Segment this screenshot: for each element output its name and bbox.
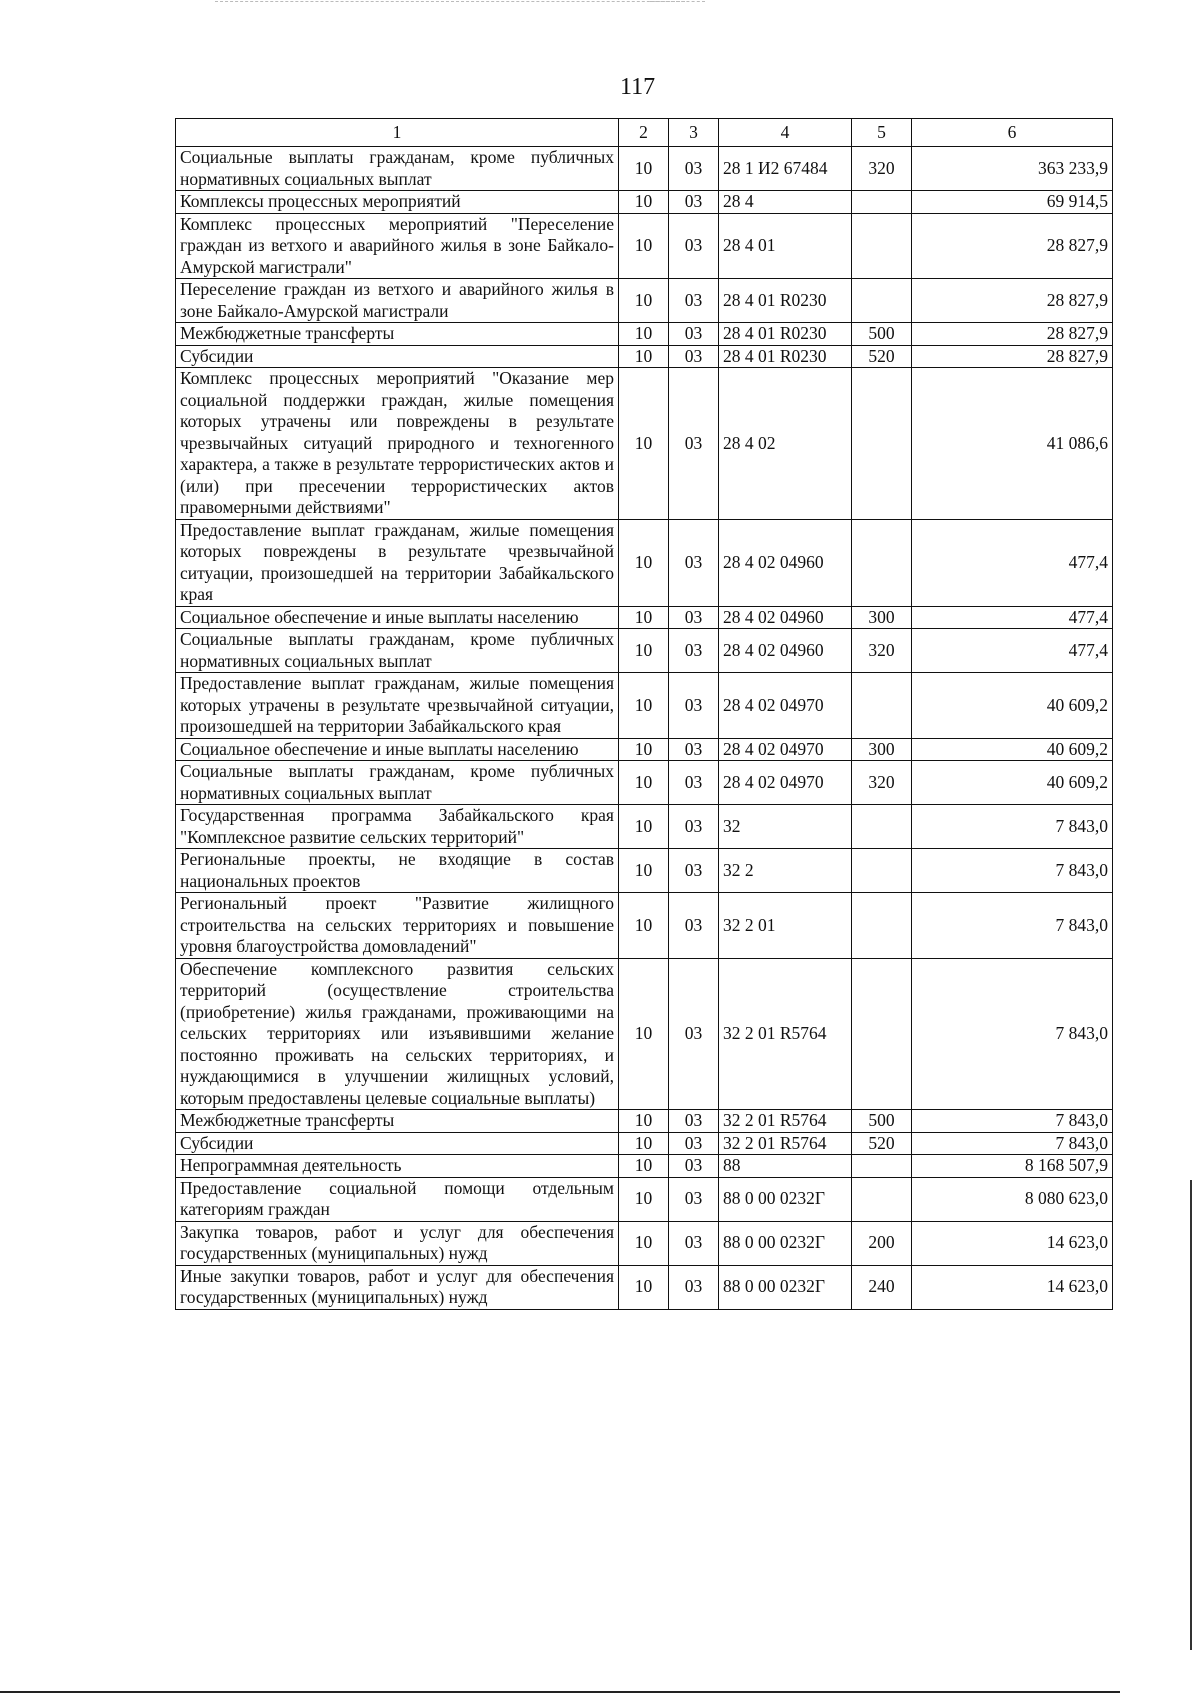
row-section-cell: 10 [619, 958, 669, 1110]
row-section-cell: 10 [619, 191, 669, 214]
row-amount-cell: 28 827,9 [912, 323, 1113, 346]
header-cell-1: 1 [176, 119, 619, 147]
row-section-cell: 10 [619, 1265, 669, 1309]
row-target-article-cell: 28 1 И2 67484 [719, 147, 852, 191]
row-target-article-cell: 32 2 01 R5764 [719, 1110, 852, 1133]
table-row [176, 323, 1113, 346]
row-section-cell: 10 [619, 1132, 669, 1155]
table-row [176, 345, 1113, 368]
row-amount-cell: 41 086,6 [912, 368, 1113, 520]
row-name-cell: Государственная программа Забайкальского края "Комплексное развитие сельских территорий" [176, 805, 619, 849]
table-row [176, 1265, 1113, 1309]
row-subsection-cell: 03 [669, 368, 719, 520]
row-amount-cell: 7 843,0 [912, 1110, 1113, 1133]
table-row [176, 738, 1113, 761]
row-subsection-cell: 03 [669, 629, 719, 673]
row-expense-type-cell [852, 1177, 912, 1221]
row-name-cell: Закупка товаров, работ и услуг для обеспечения государственных (муниципальных) нужд [176, 1221, 619, 1265]
row-subsection-cell: 03 [669, 323, 719, 346]
row-name-cell: Региональный проект "Развитие жилищного строительства на сельских территориях и повышение уровня благоустройства домовладений" [176, 893, 619, 959]
table-row [176, 849, 1113, 893]
row-expense-type-cell: 520 [852, 1132, 912, 1155]
row-section-cell: 10 [619, 519, 669, 606]
row-subsection-cell: 03 [669, 958, 719, 1110]
row-section-cell: 10 [619, 606, 669, 629]
row-subsection-cell: 03 [669, 279, 719, 323]
table-row [176, 673, 1113, 739]
row-subsection-cell: 03 [669, 1177, 719, 1221]
row-target-article-cell: 88 0 00 0232Г [719, 1177, 852, 1221]
row-amount-cell: 14 623,0 [912, 1265, 1113, 1309]
header-cell-3: 3 [669, 119, 719, 147]
row-target-article-cell: 88 [719, 1155, 852, 1178]
header-cell-2: 2 [619, 119, 669, 147]
row-amount-cell: 7 843,0 [912, 805, 1113, 849]
row-amount-cell: 7 843,0 [912, 849, 1113, 893]
row-section-cell: 10 [619, 805, 669, 849]
row-amount-cell: 477,4 [912, 519, 1113, 606]
row-target-article-cell: 28 4 02 04970 [719, 738, 852, 761]
row-name-cell: Социальное обеспечение и иные выплаты населению [176, 606, 619, 629]
row-name-cell: Обеспечение комплексного развития сельских территорий (осуществление строительства (приобретение) жилья гражданами, проживающими на сельских территориях или изъявившими желание постоянно проживать на сельских территориях, и нуждающимися в улучшении жилищных условий, которым предоставлены целевые социальные выплаты) [176, 958, 619, 1110]
row-target-article-cell: 32 2 [719, 849, 852, 893]
row-section-cell: 10 [619, 1221, 669, 1265]
row-expense-type-cell [852, 849, 912, 893]
row-target-article-cell: 88 0 00 0232Г [719, 1221, 852, 1265]
row-section-cell: 10 [619, 345, 669, 368]
table-row [176, 147, 1113, 191]
table-row [176, 805, 1113, 849]
row-subsection-cell: 03 [669, 1132, 719, 1155]
row-expense-type-cell: 300 [852, 738, 912, 761]
budget-table-body [176, 119, 1113, 1310]
row-expense-type-cell [852, 213, 912, 279]
row-section-cell: 10 [619, 1177, 669, 1221]
scan-artifact-top-2 [650, 1, 705, 2]
row-section-cell: 10 [619, 849, 669, 893]
row-name-cell: Комплексы процессных мероприятий [176, 191, 619, 214]
table-row [176, 893, 1113, 959]
row-amount-cell: 40 609,2 [912, 761, 1113, 805]
row-expense-type-cell [852, 893, 912, 959]
row-expense-type-cell [852, 673, 912, 739]
header-row [176, 119, 1113, 147]
row-section-cell: 10 [619, 213, 669, 279]
table-row [176, 191, 1113, 214]
scan-artifact-top [215, 1, 685, 2]
row-subsection-cell: 03 [669, 738, 719, 761]
row-subsection-cell: 03 [669, 191, 719, 214]
row-amount-cell: 7 843,0 [912, 1132, 1113, 1155]
table-row [176, 1132, 1113, 1155]
row-subsection-cell: 03 [669, 1155, 719, 1178]
row-amount-cell: 8 080 623,0 [912, 1177, 1113, 1221]
row-name-cell: Переселение граждан из ветхого и аварийного жилья в зоне Байкало-Амурской магистрали [176, 279, 619, 323]
table-row [176, 213, 1113, 279]
row-target-article-cell: 28 4 02 04960 [719, 519, 852, 606]
row-section-cell: 10 [619, 147, 669, 191]
row-subsection-cell: 03 [669, 606, 719, 629]
row-target-article-cell: 28 4 02 04970 [719, 761, 852, 805]
row-name-cell: Непрограммная деятельность [176, 1155, 619, 1178]
row-subsection-cell: 03 [669, 761, 719, 805]
row-expense-type-cell: 320 [852, 147, 912, 191]
row-amount-cell: 40 609,2 [912, 673, 1113, 739]
row-subsection-cell: 03 [669, 213, 719, 279]
row-expense-type-cell: 200 [852, 1221, 912, 1265]
table-row [176, 519, 1113, 606]
row-expense-type-cell [852, 191, 912, 214]
scan-artifact-right [1190, 1180, 1192, 1650]
row-section-cell: 10 [619, 738, 669, 761]
row-amount-cell: 477,4 [912, 629, 1113, 673]
row-section-cell: 10 [619, 1155, 669, 1178]
row-target-article-cell: 28 4 01 R0230 [719, 279, 852, 323]
row-expense-type-cell [852, 1155, 912, 1178]
header-cell-4: 4 [719, 119, 852, 147]
row-expense-type-cell: 500 [852, 1110, 912, 1133]
row-target-article-cell: 28 4 01 R0230 [719, 345, 852, 368]
table-row [176, 279, 1113, 323]
row-name-cell: Региональные проекты, не входящие в состав национальных проектов [176, 849, 619, 893]
row-name-cell: Субсидии [176, 345, 619, 368]
row-subsection-cell: 03 [669, 673, 719, 739]
row-amount-cell: 7 843,0 [912, 893, 1113, 959]
row-amount-cell: 477,4 [912, 606, 1113, 629]
row-name-cell: Комплекс процессных мероприятий "Оказание мер социальной поддержки граждан, жилые помещения которых утрачены или повреждены в результате чрезвычайных ситуаций природного и техногенного характера, а также в результате террористических актов и (или) при пресечении террористических актов правомерными действиями" [176, 368, 619, 520]
row-name-cell: Предоставление выплат гражданам, жилые помещения которых повреждены в результате чрезвычайной ситуации, произошедшей на территории Забайкальского края [176, 519, 619, 606]
row-target-article-cell: 32 2 01 [719, 893, 852, 959]
row-section-cell: 10 [619, 1110, 669, 1133]
row-section-cell: 10 [619, 673, 669, 739]
page-number: 117 [620, 74, 656, 100]
row-amount-cell: 363 233,9 [912, 147, 1113, 191]
table-row [176, 958, 1113, 1110]
row-expense-type-cell [852, 519, 912, 606]
row-name-cell: Межбюджетные трансферты [176, 323, 619, 346]
row-section-cell: 10 [619, 279, 669, 323]
row-name-cell: Социальные выплаты гражданам, кроме публичных нормативных социальных выплат [176, 629, 619, 673]
table-row [176, 606, 1113, 629]
row-target-article-cell: 28 4 02 04960 [719, 629, 852, 673]
row-subsection-cell: 03 [669, 805, 719, 849]
row-subsection-cell: 03 [669, 849, 719, 893]
row-target-article-cell: 32 2 01 R5764 [719, 958, 852, 1110]
row-target-article-cell: 28 4 02 [719, 368, 852, 520]
row-name-cell: Предоставление выплат гражданам, жилые помещения которых утрачены в результате чрезвычайной ситуации, произошедшей на территории Забайкальского края [176, 673, 619, 739]
row-amount-cell: 8 168 507,9 [912, 1155, 1113, 1178]
row-section-cell: 10 [619, 761, 669, 805]
row-expense-type-cell: 240 [852, 1265, 912, 1309]
header-cell-5: 5 [852, 119, 912, 147]
row-name-cell: Социальные выплаты гражданам, кроме публичных нормативных социальных выплат [176, 761, 619, 805]
row-expense-type-cell: 300 [852, 606, 912, 629]
row-name-cell: Комплекс процессных мероприятий "Переселение граждан из ветхого и аварийного жилья в зоне Байкало-Амурской магистрали" [176, 213, 619, 279]
row-expense-type-cell: 520 [852, 345, 912, 368]
row-amount-cell: 28 827,9 [912, 279, 1113, 323]
row-target-article-cell: 32 [719, 805, 852, 849]
header-cell-6: 6 [912, 119, 1113, 147]
row-expense-type-cell: 320 [852, 629, 912, 673]
table-row [176, 1155, 1113, 1178]
row-amount-cell: 28 827,9 [912, 213, 1113, 279]
row-amount-cell: 14 623,0 [912, 1221, 1113, 1265]
row-name-cell: Социальное обеспечение и иные выплаты населению [176, 738, 619, 761]
row-expense-type-cell: 320 [852, 761, 912, 805]
row-name-cell: Иные закупки товаров, работ и услуг для обеспечения государственных (муниципальных) нужд [176, 1265, 619, 1309]
row-amount-cell: 69 914,5 [912, 191, 1113, 214]
table-row [176, 1177, 1113, 1221]
row-expense-type-cell: 500 [852, 323, 912, 346]
row-expense-type-cell [852, 279, 912, 323]
row-name-cell: Субсидии [176, 1132, 619, 1155]
row-subsection-cell: 03 [669, 893, 719, 959]
row-amount-cell: 28 827,9 [912, 345, 1113, 368]
row-subsection-cell: 03 [669, 1110, 719, 1133]
row-name-cell: Межбюджетные трансферты [176, 1110, 619, 1133]
row-target-article-cell: 28 4 01 [719, 213, 852, 279]
row-expense-type-cell [852, 958, 912, 1110]
row-target-article-cell: 28 4 01 R0230 [719, 323, 852, 346]
row-target-article-cell: 28 4 02 04960 [719, 606, 852, 629]
row-name-cell: Предоставление социальной помощи отдельным категориям граждан [176, 1177, 619, 1221]
row-target-article-cell: 32 2 01 R5764 [719, 1132, 852, 1155]
scan-artifact-bottom [0, 1691, 1120, 1693]
row-target-article-cell: 28 4 [719, 191, 852, 214]
row-section-cell: 10 [619, 368, 669, 520]
row-subsection-cell: 03 [669, 345, 719, 368]
budget-table [175, 118, 1113, 1310]
row-amount-cell: 40 609,2 [912, 738, 1113, 761]
row-target-article-cell: 88 0 00 0232Г [719, 1265, 852, 1309]
row-section-cell: 10 [619, 629, 669, 673]
row-expense-type-cell [852, 805, 912, 849]
row-section-cell: 10 [619, 323, 669, 346]
table-row [176, 1221, 1113, 1265]
row-subsection-cell: 03 [669, 519, 719, 606]
table-row [176, 629, 1113, 673]
row-subsection-cell: 03 [669, 147, 719, 191]
row-section-cell: 10 [619, 893, 669, 959]
table-row [176, 368, 1113, 520]
row-subsection-cell: 03 [669, 1221, 719, 1265]
row-expense-type-cell [852, 368, 912, 520]
row-name-cell: Социальные выплаты гражданам, кроме публичных нормативных социальных выплат [176, 147, 619, 191]
row-target-article-cell: 28 4 02 04970 [719, 673, 852, 739]
row-subsection-cell: 03 [669, 1265, 719, 1309]
table-row [176, 761, 1113, 805]
table-row [176, 1110, 1113, 1133]
row-amount-cell: 7 843,0 [912, 958, 1113, 1110]
